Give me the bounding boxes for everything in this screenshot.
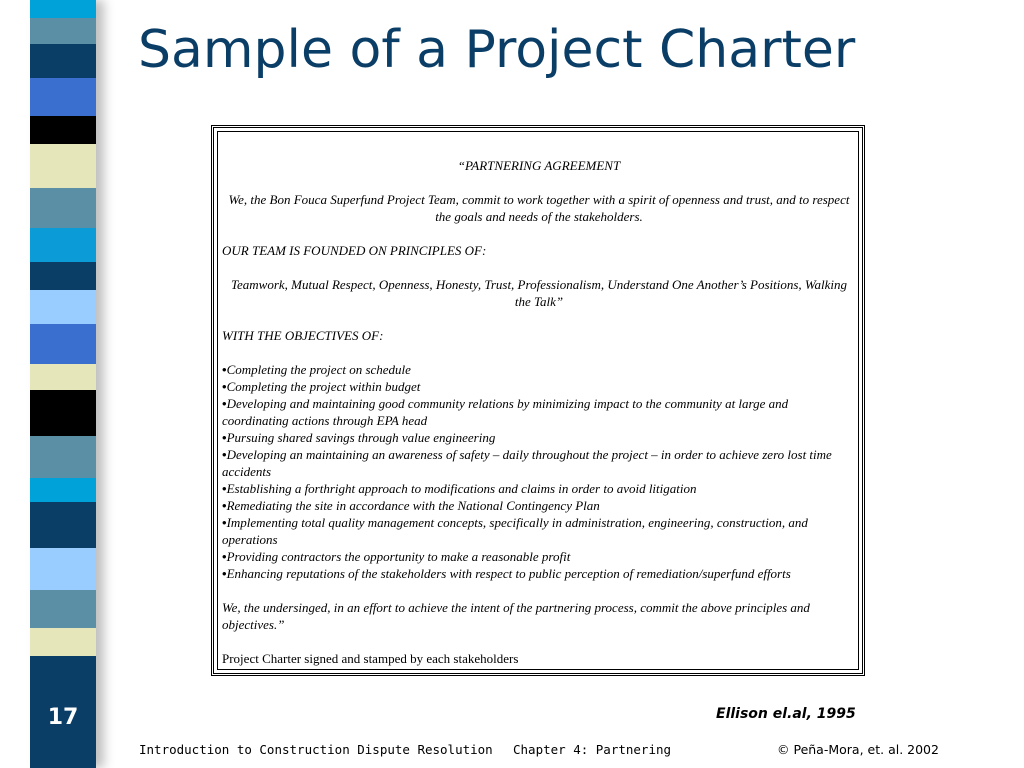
stripe-band <box>30 364 96 390</box>
bullet-icon: • <box>222 515 227 530</box>
stripe-band <box>30 44 96 78</box>
objective-text: Completing the project on schedule <box>226 362 411 377</box>
stripe-band <box>30 228 96 262</box>
objective-item <box>222 446 856 480</box>
footer-chapter: Chapter 4: Partnering <box>513 742 672 757</box>
bullet-icon: • <box>222 379 227 394</box>
objective-item <box>222 548 856 565</box>
objective-text: Implementing total quality management concepts, specifically in administration, engineering, construction, and operations <box>222 515 808 547</box>
stripe-band <box>30 548 96 590</box>
bullet-icon: • <box>222 481 227 496</box>
charter-box <box>211 125 865 676</box>
objectives-list <box>222 361 856 582</box>
objective-item <box>222 429 856 446</box>
stripe-band <box>30 144 96 188</box>
stripe-band <box>30 290 96 324</box>
stripe-band <box>30 436 96 478</box>
stripe-band <box>30 0 96 18</box>
objective-text: Pursuing shared savings through value engineering <box>226 430 496 445</box>
bullet-icon: • <box>222 396 227 411</box>
objective-item <box>222 361 856 378</box>
citation: Ellison el.al, 1995 <box>716 706 856 722</box>
page-title: Sample of a Project Charter <box>138 20 856 80</box>
stripe-band <box>30 78 96 116</box>
objective-item <box>222 480 856 497</box>
stripe-band <box>30 478 96 502</box>
objective-text: Establishing a forthright approach to modifications and claims in order to avoid litigation <box>226 481 697 496</box>
bullet-icon: • <box>222 447 227 462</box>
stripe-band <box>30 262 96 290</box>
closing-statement: We, the undersinged, in an effort to achieve the intent of the partnering process, commit the above principles and objectives.” <box>222 600 810 632</box>
objective-text: Providing contractors the opportunity to make a reasonable profit <box>226 549 571 564</box>
objective-text: Completing the project within budget <box>226 379 421 394</box>
stripe-band <box>30 390 96 436</box>
footer-course: Introduction to Construction Dispute Resolution <box>139 742 493 757</box>
footer <box>0 742 1024 760</box>
bullet-icon: • <box>222 498 227 513</box>
objective-text: Enhancing reputations of the stakeholders with respect to public perception of remediation/superfund efforts <box>226 566 791 581</box>
principles-list: Teamwork, Mutual Respect, Openness, Honesty, Trust, Professionalism, Understand One Another’s Positions, Walking the Talk” <box>230 277 848 309</box>
objective-item <box>222 378 856 395</box>
bullet-icon: • <box>222 566 227 581</box>
objective-text: Developing and maintaining good community relations by minimizing impact to the community at large and coordinating actions through EPA head <box>222 396 789 428</box>
objective-item <box>222 395 856 429</box>
objective-item <box>222 565 856 582</box>
slide-number: 17 <box>47 705 79 730</box>
bullet-icon: • <box>222 362 227 377</box>
stripe-band <box>30 188 96 228</box>
charter-text <box>217 131 859 670</box>
objective-text: Developing an maintaining an awareness of safety – daily throughout the project – in order to achieve zero lost time accidents <box>222 447 832 479</box>
stripe-band <box>30 656 96 696</box>
charter-heading: “PARTNERING AGREEMENT <box>457 158 621 173</box>
stripe-band <box>30 324 96 364</box>
stripe-band <box>30 628 96 656</box>
objective-item <box>222 514 856 548</box>
objective-text: Remediating the site in accordance with the National Contingency Plan <box>226 498 600 513</box>
objective-item <box>222 497 856 514</box>
stripe-band <box>30 116 96 144</box>
stripe-band <box>30 590 96 628</box>
signoff-note: Project Charter signed and stamped by each stakeholders <box>222 651 519 666</box>
objectives-heading: WITH THE OBJECTIVES OF: <box>222 328 384 343</box>
bullet-icon: • <box>222 549 227 564</box>
bullet-icon: • <box>222 430 227 445</box>
principles-heading: OUR TEAM IS FOUNDED ON PRINCIPLES OF: <box>222 243 487 258</box>
charter-intro: We, the Bon Fouca Superfund Project Team, commit to work together with a spirit of openness and trust, and to respect the goals and needs of the stakeholders. <box>228 192 850 224</box>
stripe-band <box>30 502 96 548</box>
decorative-stripe <box>30 0 96 768</box>
stripe-band <box>30 18 96 44</box>
footer-copyright: © Peña-Mora, et. al. 2002 <box>777 742 939 757</box>
